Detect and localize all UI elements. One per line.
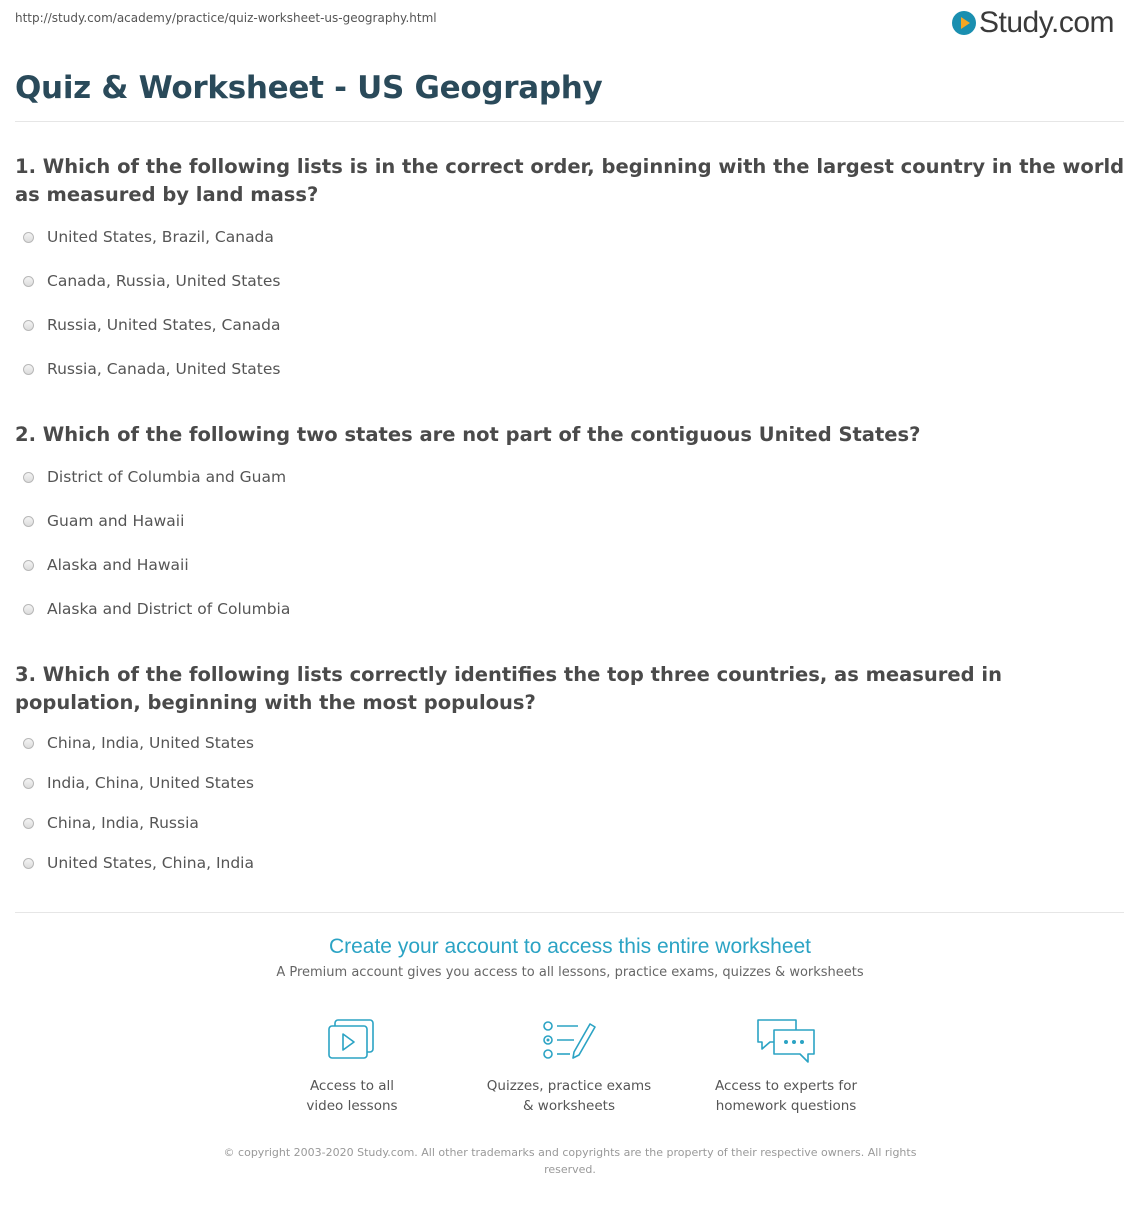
option-label: District of Columbia and Guam: [47, 468, 287, 486]
radio-button[interactable]: [23, 858, 34, 869]
option-label: Canada, Russia, United States: [47, 272, 281, 290]
video-lessons-icon: [325, 1018, 379, 1064]
question-2-option-3[interactable]: [23, 556, 189, 574]
option-label: Russia, United States, Canada: [47, 316, 281, 334]
feature-label-line2: video lessons: [306, 1098, 398, 1114]
quiz-checklist-icon: [540, 1018, 598, 1064]
title-divider: [15, 121, 1124, 122]
option-label: United States, China, India: [47, 854, 254, 872]
question-3-option-3[interactable]: [23, 814, 199, 832]
radio-button[interactable]: [23, 604, 34, 615]
option-label: Alaska and District of Columbia: [47, 600, 291, 618]
question-3-option-2[interactable]: [23, 774, 254, 792]
feature-label-line2: & worksheets: [522, 1098, 615, 1114]
radio-button[interactable]: [23, 320, 34, 331]
feature-quizzes: [479, 1018, 659, 1116]
question-1-text: 1. Which of the following lists is in the correct order, beginning with the largest country in the world as measured by land mass?: [15, 155, 1125, 206]
feature-label-line1: Access to experts for: [714, 1078, 857, 1094]
chat-bubbles-icon: [754, 1018, 818, 1064]
radio-button[interactable]: [23, 232, 34, 243]
question-2-option-1[interactable]: [23, 468, 286, 486]
option-label: Guam and Hawaii: [47, 512, 185, 530]
radio-button[interactable]: [23, 276, 34, 287]
radio-button[interactable]: [23, 364, 34, 375]
section-divider: [15, 912, 1124, 913]
logo-text: Study.com: [979, 6, 1114, 39]
option-label: India, China, United States: [47, 774, 254, 792]
question-1-option-3[interactable]: [23, 316, 281, 334]
feature-label-line2: homework questions: [715, 1098, 857, 1114]
radio-button[interactable]: [23, 818, 34, 829]
option-label: Russia, Canada, United States: [47, 360, 281, 378]
option-label: United States, Brazil, Canada: [47, 228, 274, 246]
question-3-option-4[interactable]: [23, 854, 254, 872]
question-1-option-2[interactable]: [23, 272, 281, 290]
question-3-option-1[interactable]: [23, 734, 254, 752]
play-logo-icon: [952, 11, 976, 35]
radio-button[interactable]: [23, 738, 34, 749]
question-1-option-4[interactable]: [23, 360, 281, 378]
question-3-text: 3. Which of the following lists correctly identifies the top three countries, as measured in population, beginning with the most populous?: [15, 663, 1002, 714]
option-label: China, India, Russia: [47, 814, 199, 832]
copyright-notice: © copyright 2003-2020 Study.com. All other trademarks and copyrights are the property of their respective owners. All rights reserved.: [223, 1146, 917, 1176]
feature-video-lessons: [262, 1018, 442, 1116]
feature-label-line1: Access to all: [309, 1078, 395, 1094]
page-title: Quiz & Worksheet - US Geography: [15, 70, 603, 106]
radio-button[interactable]: [23, 778, 34, 789]
radio-button[interactable]: [23, 516, 34, 527]
create-account-link[interactable]: Create your account to access this entire worksheet: [328, 935, 812, 958]
study-logo[interactable]: [952, 6, 1114, 40]
question-2-option-4[interactable]: [23, 600, 290, 618]
feature-label-line1: Quizzes, practice exams: [486, 1078, 652, 1094]
page-url: http://study.com/academy/practice/quiz-worksheet-us-geography.html: [15, 11, 437, 25]
radio-button[interactable]: [23, 560, 34, 571]
question-2-option-2[interactable]: [23, 512, 184, 530]
radio-button[interactable]: [23, 472, 34, 483]
option-label: Alaska and Hawaii: [47, 556, 189, 574]
question-1-option-1[interactable]: [23, 228, 274, 246]
premium-description: A Premium account gives you access to all lessons, practice exams, quizzes & worksheets: [276, 965, 864, 980]
option-label: China, India, United States: [47, 734, 254, 752]
feature-experts: [696, 1018, 876, 1116]
question-2-text: 2. Which of the following two states are not part of the contiguous United States?: [15, 423, 921, 446]
